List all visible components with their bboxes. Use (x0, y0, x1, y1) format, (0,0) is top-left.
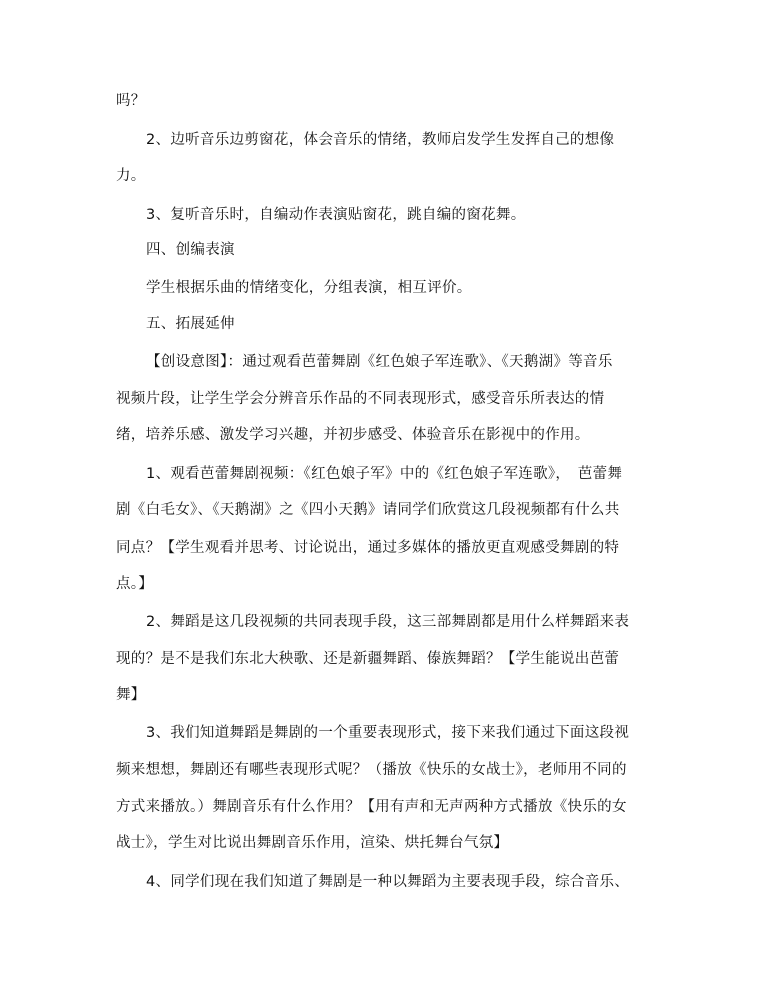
step-4-paragraph: 4、同学们现在我们知道了舞剧是一种以舞蹈为主要表现手段，综合音乐、 (146, 874, 630, 890)
text-line: 现的？是不是我们东北大秧歌、还是新疆舞蹈、傣族舞蹈？【学生能说出芭蕾 (116, 651, 620, 667)
text-line: 力。 (116, 168, 146, 184)
text-line: 视频片段，让学生学会分辨音乐作品的不同表现形式，感受音乐所表达的情 (116, 391, 605, 407)
section-heading-4: 四、创编表演 (146, 242, 235, 258)
design-intent-paragraph: 【创设意图】：通过观看芭蕾舞剧《红色娘子军连歌》、《天鹅湖》等音乐 (146, 354, 613, 370)
text-line: 舞】 (116, 687, 146, 703)
paragraph-3: 3、复听音乐时，自编动作表演贴窗花，跳自编的窗花舞。 (146, 207, 526, 223)
text-line: 频来想想，舞剧还有哪些表现形式呢？（播放《快乐的女战士》，老师用不同的 (116, 762, 627, 778)
section-heading-5: 五、拓展延伸 (146, 316, 235, 332)
text-line: 方式来播放。）舞剧音乐有什么作用？【用有声和无声两种方式播放《快乐的女 (116, 799, 627, 815)
text-line: 点。】 (116, 576, 154, 592)
step-3-paragraph: 3、我们知道舞蹈是舞剧的一个重要表现形式，接下来我们通过下面这段视 (146, 725, 630, 741)
paragraph-2: 2、边听音乐边剪窗花，体会音乐的情绪，教师启发学生发挥自己的想像 (146, 132, 615, 148)
text-line: 剧《白毛女》、《天鹅湖》之《四小天鹅》请同学们欣赏这几段视频都有什么共 (116, 502, 620, 518)
step-2-paragraph: 2、舞蹈是这几段视频的共同表现手段，这三部舞剧都是用什么样舞蹈来表 (146, 614, 630, 630)
text-line: 绪，培养乐感、激发学习兴趣，并初步感受、体验音乐在影视中的作用。 (116, 427, 590, 443)
text-line: 同点？【学生观看并思考、讨论说出，通过多媒体的播放更直观感受舞剧的特 (116, 540, 620, 556)
text-line: 战士》，学生对比说出舞剧音乐作用，渲染、烘托舞台气氛】 (116, 835, 509, 851)
paragraph-performance: 学生根据乐曲的情绪变化，分组表演，相互评价。 (146, 280, 472, 296)
step-1-paragraph: 1、观看芭蕾舞剧视频：《红色娘子军》中的《红色娘子军连歌》， 芭蕾舞 (146, 466, 623, 482)
text-line: 吗？ (116, 93, 146, 109)
